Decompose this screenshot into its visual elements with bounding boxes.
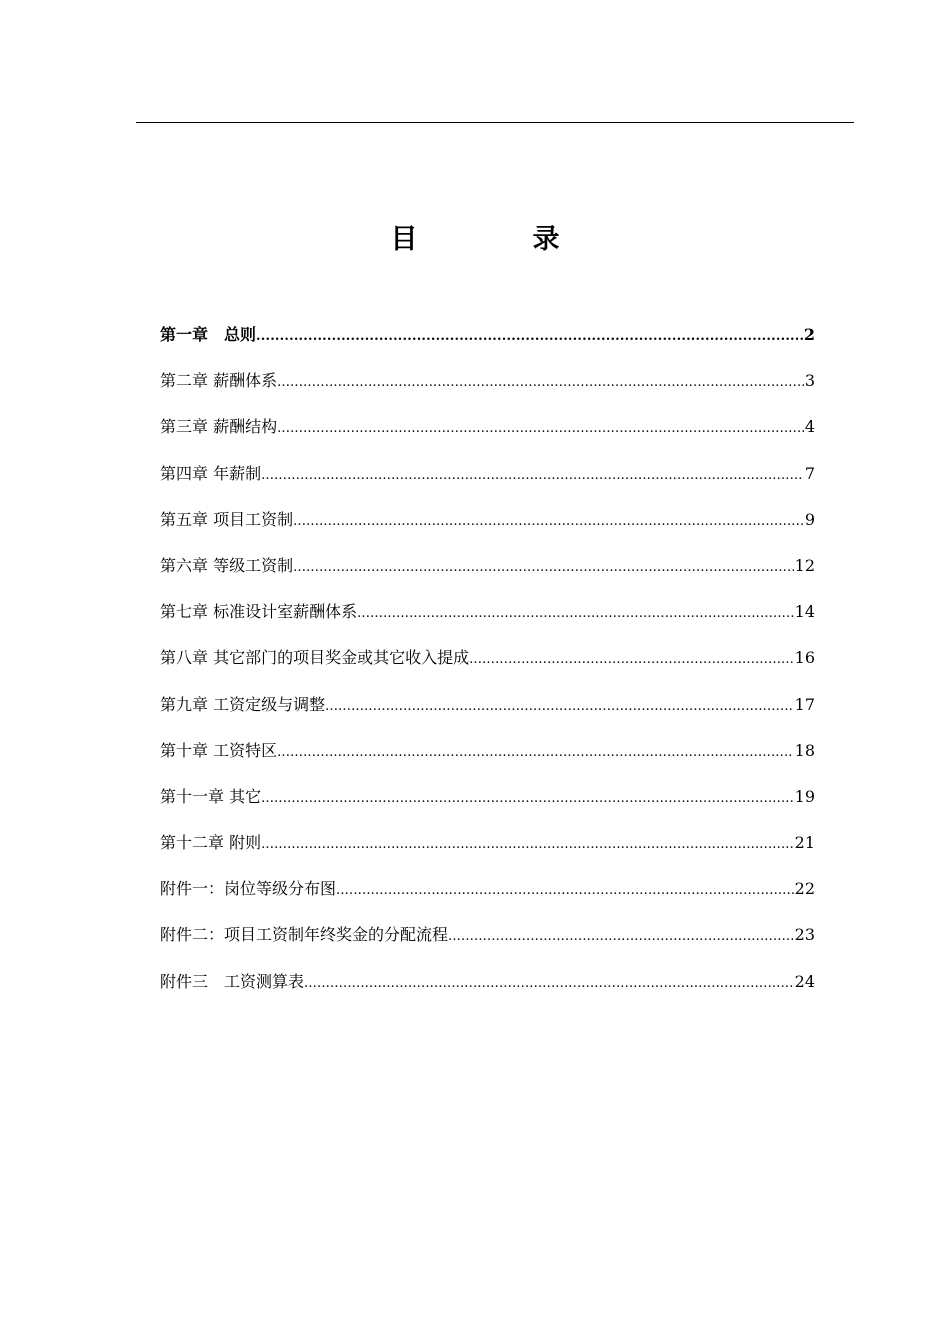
toc-entry-page: 4 <box>804 417 815 437</box>
toc-entry-title: 第一章 总则 <box>160 325 257 344</box>
toc-entry-title: 第十一章 其它 <box>160 786 262 806</box>
toc-entry[interactable] <box>160 320 815 366</box>
toc-entry-title: 第三章 薪酬结构 <box>160 417 278 437</box>
toc-entry[interactable] <box>160 782 815 828</box>
toc-entry-title: 第十章 工资特区 <box>160 740 278 760</box>
toc-entry[interactable] <box>160 643 815 689</box>
toc-entry-title: 附件一：岗位等级分布图 <box>160 879 337 899</box>
toc-entry-title: 第六章 等级工资制 <box>160 555 294 575</box>
dot-leader <box>261 784 794 814</box>
toc-entry[interactable] <box>160 551 815 597</box>
dot-leader <box>469 645 794 675</box>
dot-leader <box>336 876 794 906</box>
toc-entry[interactable] <box>160 967 815 1013</box>
toc-entry[interactable] <box>160 366 815 412</box>
dot-leader <box>325 692 794 722</box>
dot-leader <box>357 599 794 629</box>
toc-entry-page: 17 <box>794 694 815 714</box>
toc-entry[interactable] <box>160 920 815 966</box>
toc-entry[interactable] <box>160 597 815 643</box>
toc-entry-page: 24 <box>794 971 815 991</box>
dot-leader <box>448 922 794 952</box>
toc-entry-page: 12 <box>794 555 815 575</box>
dot-leader <box>256 322 803 352</box>
toc-entry-title: 第二章 薪酬体系 <box>160 371 278 391</box>
toc-entry-page: 9 <box>804 509 815 529</box>
toc-entry[interactable] <box>160 736 815 782</box>
dot-leader <box>304 969 794 999</box>
toc-entry-page: 23 <box>794 925 815 945</box>
toc-entry-page: 19 <box>794 786 815 806</box>
toc-title: 目 录 <box>390 224 604 255</box>
dot-leader <box>277 414 804 444</box>
toc-entry-page: 14 <box>794 602 815 622</box>
dot-leader <box>261 461 804 491</box>
toc-entry[interactable] <box>160 828 815 874</box>
dot-leader <box>261 830 794 860</box>
toc-entry-title: 附件三 工资测算表 <box>160 971 305 991</box>
table-of-contents <box>160 320 815 1013</box>
toc-entry-title: 第七章 标准设计室薪酬体系 <box>160 602 358 622</box>
header-rule <box>136 122 854 123</box>
toc-entry[interactable] <box>160 412 815 458</box>
dot-leader <box>293 507 804 537</box>
toc-entry-title: 第九章 工资定级与调整 <box>160 694 326 714</box>
toc-entry[interactable] <box>160 874 815 920</box>
dot-leader <box>277 738 794 768</box>
dot-leader <box>293 553 794 583</box>
toc-entry-page: 22 <box>794 879 815 899</box>
toc-entry-page: 3 <box>804 371 815 391</box>
toc-entry-page: 21 <box>794 833 815 853</box>
toc-entry-title: 附件二：项目工资制年终奖金的分配流程 <box>160 925 449 945</box>
toc-entry-page: 16 <box>794 648 815 668</box>
toc-entry[interactable] <box>160 690 815 736</box>
toc-entry-page: 2 <box>803 325 815 344</box>
toc-entry-title: 第五章 项目工资制 <box>160 509 294 529</box>
toc-entry[interactable] <box>160 505 815 551</box>
toc-entry-title: 第八章 其它部门的项目奖金或其它收入提成 <box>160 648 470 668</box>
toc-entry-page: 7 <box>804 463 815 483</box>
toc-entry[interactable] <box>160 459 815 505</box>
toc-entry-page: 18 <box>794 740 815 760</box>
toc-entry-title: 第四章 年薪制 <box>160 463 262 483</box>
toc-entry-title: 第十二章 附则 <box>160 833 262 853</box>
dot-leader <box>277 368 804 398</box>
